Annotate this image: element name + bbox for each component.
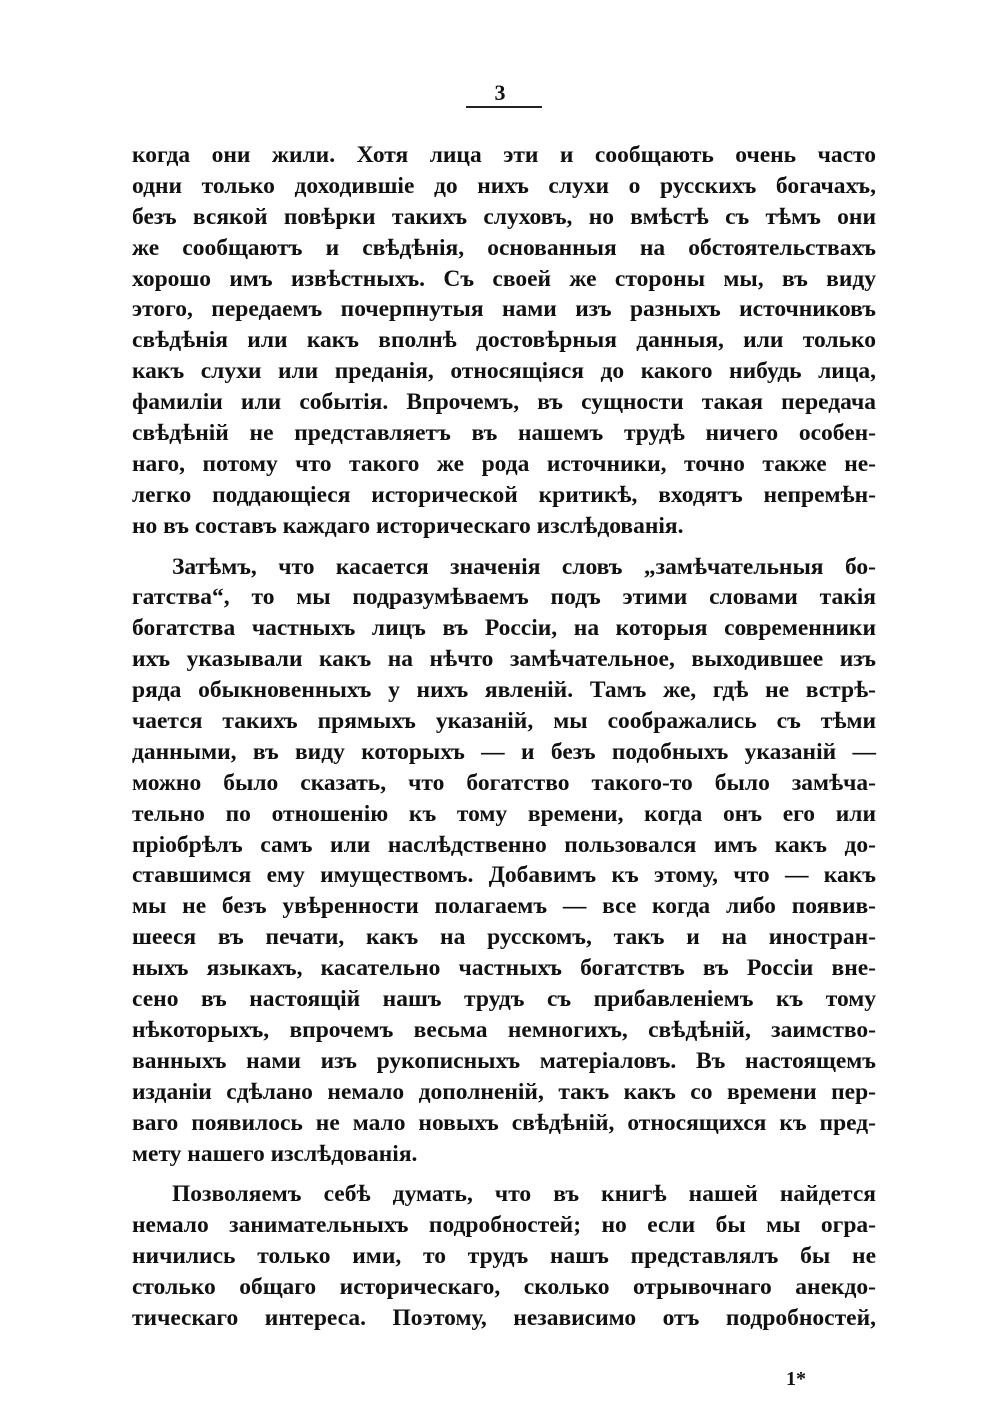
text-line: ванныхъ нами изъ рукописныхъ матеріаловъ. Въ настоящемъ xyxy=(132,1047,876,1074)
text-line: мы не безъ увѣренности полагаемъ — все когда либо появив- xyxy=(132,893,876,920)
text-line: Позволяемъ себѣ думать, что въ книгѣ нашей найдется xyxy=(172,1181,876,1208)
text-line: ныхъ языкахъ, касательно частныхъ богатствъ въ Россіи вне- xyxy=(132,955,876,982)
text-line: тельно по отношенію къ тому времени, когда онъ его или xyxy=(132,800,876,827)
text-line: нѣкоторыхъ, впрочемъ весьма немногихъ, свѣдѣній, заимство- xyxy=(132,1016,876,1043)
paragraph-1 xyxy=(132,140,876,542)
text-line: хорошо имъ извѣстныхъ. Съ своей же стороны мы, въ виду xyxy=(132,265,876,292)
text-line: изданіи сдѣлано немало дополненій, такъ какъ со времени пер- xyxy=(132,1078,876,1105)
text-line: шееся въ печати, какъ на русскомъ, такъ и на иностран- xyxy=(132,924,876,951)
text-line: ставшимся ему имуществомъ. Добавимъ къ этому, что — какъ xyxy=(132,862,876,889)
text-line: этого, передаемъ почерпнутыя нами изъ разныхъ источниковъ xyxy=(132,296,876,323)
paragraph-gap xyxy=(132,1169,876,1179)
text-line: когда они жили. Хотя лица эти и сообщають очень часто xyxy=(132,142,876,168)
text-line: столько общаго историческаго, сколько отрывочнаго анекдо- xyxy=(132,1274,876,1301)
text-line: безъ всякой повѣрки такихъ слуховъ, но вмѣстѣ съ тѣмъ они xyxy=(132,203,876,230)
paragraph-3 xyxy=(132,1179,876,1333)
text-line: ваго появилось не мало новыхъ свѣдѣній, относящихся къ пред- xyxy=(132,1109,876,1136)
text-line: ничились только ими, то трудъ нашъ представлялъ бы не xyxy=(132,1243,876,1270)
text-line: чается такихъ прямыхъ указаній, мы соображались съ тѣми xyxy=(132,708,876,735)
paragraph-gap xyxy=(132,542,876,552)
signature-mark: 1* xyxy=(786,1368,806,1390)
header-rule xyxy=(466,106,542,108)
text-line: свѣдѣній не представляетъ въ нашемъ трудѣ ничего особен- xyxy=(132,420,876,447)
text-line: пріобрѣлъ самъ или наслѣдственно пользовался имъ какъ до- xyxy=(132,831,876,858)
text-line: мету нашего изслѣдованія. xyxy=(132,1140,418,1167)
text-line: фамиліи или событія. Впрочемъ, въ сущности такая передача xyxy=(132,389,876,416)
text-line: какъ слухи или преданія, относящіяся до какого нибудь лица, xyxy=(132,358,876,385)
text-line: немало занимательныхъ подробностей; но если бы мы огра- xyxy=(132,1212,876,1239)
paragraph-2 xyxy=(132,552,876,1170)
text-line: гатства“, то мы подразумѣваемъ подъ этими словами такія xyxy=(132,584,876,611)
text-line: богатства частныхъ лицъ въ Россіи, на которыя современники xyxy=(132,615,876,642)
text-line: тическаго интереса. Поэтому, независимо отъ подробностей, xyxy=(132,1304,876,1331)
text-line: наго, потому что такого же рода источники, точно также не- xyxy=(132,450,876,477)
page-number: 3 xyxy=(494,80,506,105)
text-line: легко поддающіеся исторической критикѣ, входятъ непремѣн- xyxy=(132,481,876,508)
body-text xyxy=(132,140,876,1334)
text-line: же сообщаютъ и свѣдѣнія, основанныя на обстоятельствахъ xyxy=(132,234,876,261)
text-line: сено въ настоящій нашъ трудъ съ прибавленіемъ къ тому xyxy=(132,986,876,1013)
text-line: ихъ указывали какъ на нѣчто замѣчательное, выходившее изъ xyxy=(132,646,876,673)
text-line: ряда обыкновенныхъ у нихъ явленій. Тамъ же, гдѣ не встрѣ- xyxy=(132,677,876,704)
text-line: данными, въ виду которыхъ — и безъ подобныхъ указаній — xyxy=(132,738,876,765)
text-line: Затѣмъ, что касается значенія словъ „замѣчательныя бо- xyxy=(172,553,876,580)
text-line: свѣдѣнія или какъ вполнѣ достовѣрныя данныя, или только xyxy=(132,327,876,354)
text-line: одни только доходившіе до нихъ слухи о русскихъ богачахъ, xyxy=(132,172,876,199)
text-line: можно было сказать, что богатство такого-то было замѣча- xyxy=(132,769,876,796)
text-line: но въ составъ каждаго историческаго изслѣдованія. xyxy=(132,512,684,539)
